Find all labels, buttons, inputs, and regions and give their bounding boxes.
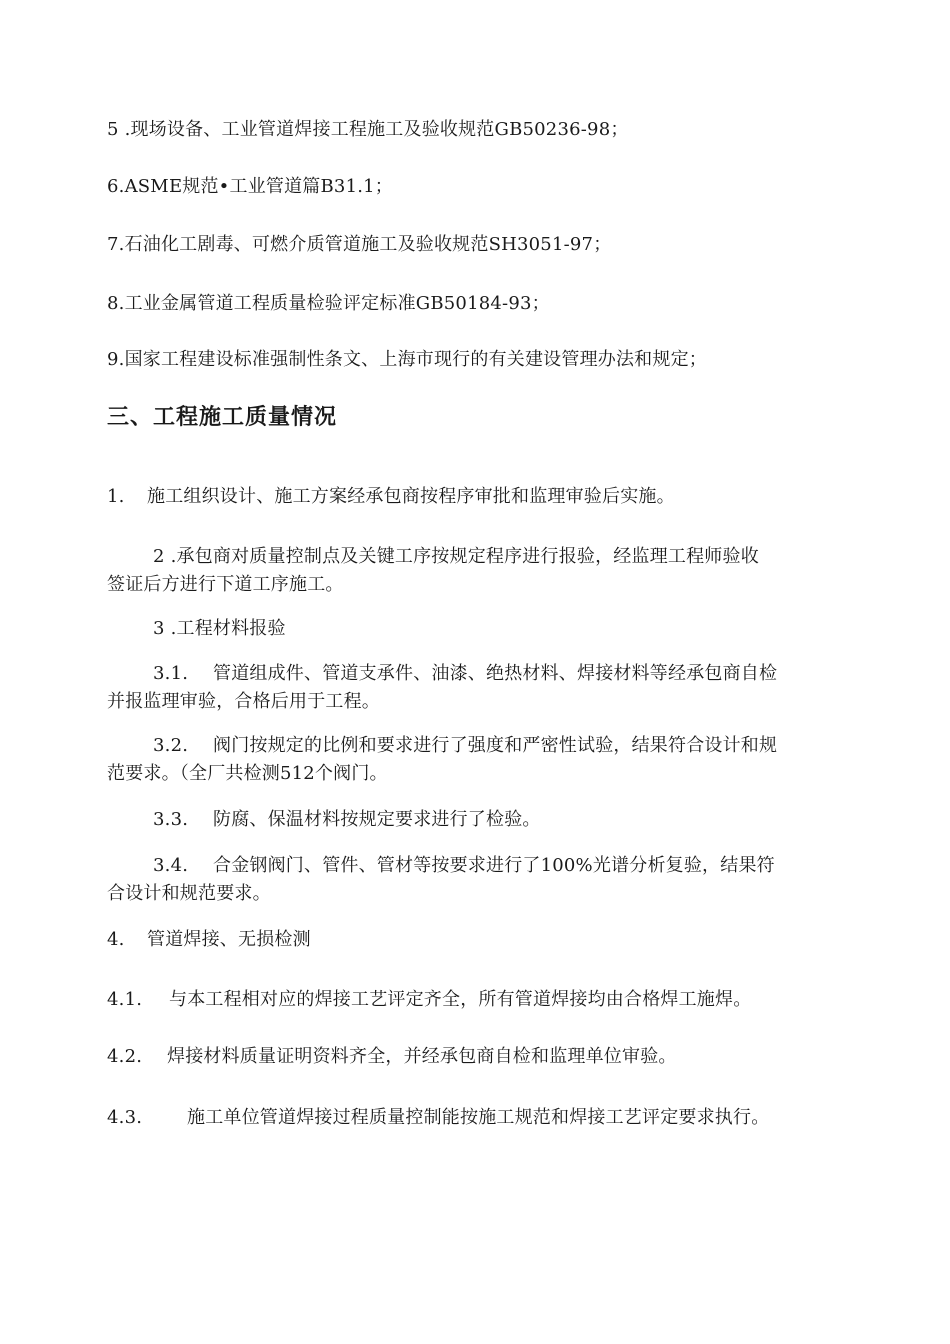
item-text: 阀门按规定的比例和要求进行了强度和严密性试验，结果符合设计和规 [213, 735, 778, 756]
item-3-4-line1 [153, 854, 775, 878]
ref-text: 现场设备、工业管道焊接工程施工及验收规范GB50236-98； [130, 119, 629, 140]
item-number: 3.4. [153, 855, 189, 876]
item-2-line2: 签证后方进行下道工序施工。 [107, 574, 344, 595]
item-text: 管道焊接、无损检测 [147, 929, 311, 950]
ref-number: 8. [107, 293, 125, 314]
item-number: 1. [107, 486, 125, 507]
item-text: 与本工程相对应的焊接工艺评定齐全，所有管道焊接均由合格焊工施焊。 [169, 989, 752, 1010]
item-text: 焊接材料质量证明资料齐全，并经承包商自检和监理单位审验。 [167, 1046, 677, 1067]
ref-number: 9. [107, 349, 125, 370]
ref-number: 7. [107, 234, 125, 255]
item-number: 3.3. [153, 809, 189, 830]
ref-number: 5 . [107, 119, 131, 140]
ref-text: 石油化工剧毒、可燃介质管道施工及验收规范SH3051-97； [124, 234, 612, 255]
item-3-2-line1 [153, 734, 777, 758]
item-1 [107, 485, 675, 509]
item-3-3 [153, 808, 541, 832]
item-text: 合金钢阀门、管件、管材等按要求进行了100%光谱分析复验，结果符 [213, 855, 775, 876]
item-number: 4. [107, 929, 125, 950]
item-text: 管道组成件、管道支承件、油漆、绝热材料、焊接材料等经承包商自检 [213, 663, 778, 684]
item-3-1-line2: 并报监理审验，合格后用于工程。 [107, 691, 380, 712]
item-2-line1: 2 .承包商对质量控制点及关键工序按规定程序进行报验，经监理工程师验收 [153, 546, 759, 567]
item-number: 3.2. [153, 735, 189, 756]
item-4-1 [107, 988, 751, 1012]
ref-item-7 [107, 233, 611, 257]
item-number: 4.1. [107, 989, 143, 1010]
ref-text: 工业金属管道工程质量检验评定标准GB50184-93； [124, 293, 550, 314]
section-title: 三、工程施工质量情况 [107, 405, 338, 430]
item-number: 4.2. [107, 1046, 143, 1067]
ref-item-8 [107, 292, 550, 316]
item-number: 3.1. [153, 663, 189, 684]
item-3: 3 .工程材料报验 [153, 618, 286, 639]
ref-text: 国家工程建设标准强制性条文、上海市现行的有关建设管理办法和规定； [124, 349, 707, 370]
item-number: 4.3. [107, 1107, 143, 1128]
ref-text: ASME规范•工业管道篇B31.1； [124, 176, 394, 197]
ref-item-5 [107, 118, 629, 142]
item-3-2-line2: 范要求。（全厂共检测512个阀门。 [107, 763, 388, 784]
item-text: 施工单位管道焊接过程质量控制能按施工规范和焊接工艺评定要求执行。 [187, 1107, 770, 1128]
item-text: 防腐、保温材料按规定要求进行了检验。 [213, 809, 541, 830]
item-3-4-line2: 合设计和规范要求。 [107, 883, 271, 904]
item-4 [107, 928, 311, 952]
item-3-1-line1 [153, 662, 777, 686]
item-4-2 [107, 1045, 677, 1069]
item-4-3 [107, 1106, 769, 1130]
ref-item-9 [107, 348, 707, 372]
ref-number: 6. [107, 176, 125, 197]
item-text: 施工组织设计、施工方案经承包商按程序审批和监理审验后实施。 [147, 486, 675, 507]
ref-item-6 [107, 175, 393, 199]
